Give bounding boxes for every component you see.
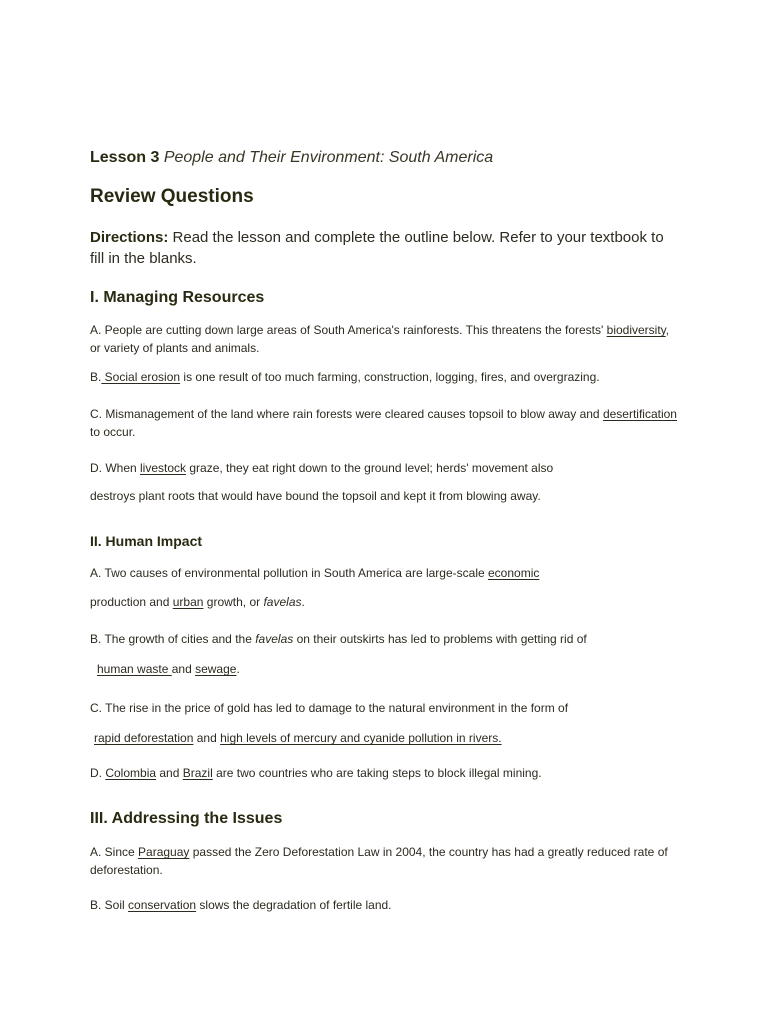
section-heading-human-impact: II. Human Impact	[90, 533, 203, 549]
item-text: production and	[90, 595, 173, 609]
directions-paragraph	[90, 227, 680, 269]
outline-item-1a	[90, 321, 680, 357]
answer-biodiversity: biodiversity	[606, 323, 666, 337]
item-text: is one result of too much farming, construction, logging, fires, and overgrazing.	[180, 370, 600, 384]
item-text: .	[301, 595, 305, 609]
answer-desertification: desertification	[602, 407, 677, 421]
outline-item-1d-continued: destroys plant roots that would have bound the topsoil and kept it from blowing away.	[90, 489, 541, 503]
answer-colombia: Colombia	[105, 766, 157, 780]
item-text: B.	[90, 370, 102, 384]
item-text: .	[236, 662, 240, 676]
answer-social-erosion: Social erosion	[101, 370, 181, 384]
directions-label: Directions:	[90, 229, 169, 246]
answer-brazil: Brazil	[182, 766, 213, 780]
answer-livestock: livestock	[140, 461, 187, 475]
outline-item-2c: C. The rise in the price of gold has led to damage to the natural environment in the form of	[90, 701, 569, 715]
outline-item-2d	[90, 764, 680, 782]
lesson-name: People and Their Environment: South America	[163, 149, 494, 166]
directions-text: Read the lesson and complete the outline below. Refer to your textbook to fill in the blanks.	[90, 229, 664, 267]
item-text: B. The growth of cities and the	[90, 632, 256, 646]
answer-sewage: sewage	[195, 662, 237, 676]
outline-item-1b	[90, 368, 680, 386]
item-text: growth, or	[203, 595, 264, 609]
outline-item-1d	[90, 459, 680, 477]
outline-item-2b-continued	[97, 660, 687, 678]
favelas-term: favelas	[255, 632, 294, 646]
outline-item-3a	[90, 843, 680, 879]
item-text: D. When	[90, 461, 141, 475]
answer-rapid-deforestation: rapid deforestation	[94, 731, 194, 745]
item-text: A. Since	[90, 845, 139, 859]
item-text: D.	[90, 766, 106, 780]
item-text: on their outskirts has led to problems with getting rid of	[293, 632, 587, 646]
item-text: graze, they eat right down to the ground level; herds' movement also	[186, 461, 554, 475]
lesson-number: Lesson 3	[90, 149, 160, 166]
answer-conservation: conservation	[128, 898, 197, 912]
item-text: are two countries who are taking steps to block illegal mining.	[212, 766, 542, 780]
item-text: C. Mismanagement of the land where rain forests were cleared causes topsoil to blow away and	[90, 407, 603, 421]
item-text: , or variety of plants and animals.	[90, 323, 670, 355]
section-heading-managing-resources: I. Managing Resources	[90, 289, 265, 306]
outline-item-1c	[90, 405, 680, 441]
outline-item-2a-continued	[90, 593, 680, 611]
review-questions-heading: Review Questions	[90, 186, 254, 207]
item-text: slows the degradation of fertile land.	[196, 898, 392, 912]
answer-economic: economic	[488, 566, 540, 580]
lesson-title	[90, 149, 493, 167]
item-text: B. Soil	[90, 898, 129, 912]
item-text: and	[193, 731, 221, 745]
item-text: A. People are cutting down large areas of South America's rainforests. This threatens the forests'	[90, 323, 607, 337]
outline-item-3b	[90, 896, 680, 914]
answer-paraguay: Paraguay	[138, 845, 190, 859]
item-text: passed the Zero Deforestation Law in 2004, the country has had a greatly reduced rate of deforestation.	[90, 845, 668, 877]
outline-item-2c-continued	[94, 729, 684, 747]
section-heading-addressing-issues: III. Addressing the Issues	[90, 810, 283, 827]
answer-mercury-cyanide-pollution: high levels of mercury and cyanide pollution in rivers.	[220, 731, 502, 745]
item-text: to occur.	[90, 425, 136, 439]
answer-human-waste: human waste	[97, 662, 172, 676]
answer-urban: urban	[172, 595, 204, 609]
outline-item-2a	[90, 564, 680, 582]
outline-item-2b	[90, 630, 680, 648]
item-text: and	[171, 662, 196, 676]
favelas-term: favelas	[263, 595, 302, 609]
item-text: and	[156, 766, 183, 780]
item-text: A. Two causes of environmental pollution in South America are large-scale	[90, 566, 488, 580]
